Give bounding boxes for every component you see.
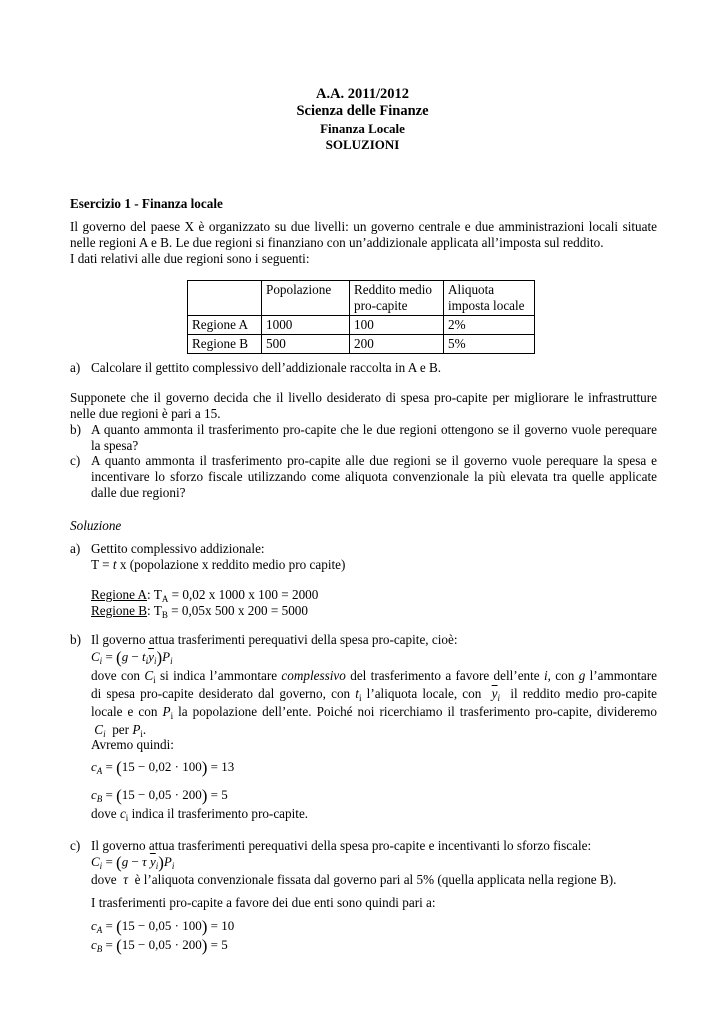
table-cell: 2% — [444, 316, 535, 335]
table-row — [188, 316, 535, 335]
question-a-text: Calcolare il gettito complessivo dell’addizionale raccolta in A e B. — [91, 360, 442, 375]
question-c-label: c) — [70, 453, 81, 468]
intro-line-1: Il governo del paese X è organizzato su due livelli: un governo centrale e due amministrazioni locali situate — [70, 219, 657, 234]
solution-c-intro: Il governo attua trasferimenti perequativi della spesa pro-capite e incentivanti lo sforzo fiscale: — [91, 838, 592, 853]
formula-cA-c: $c_A = (15 - 0,05 \cdot 100) = 10$ — [91, 917, 235, 936]
formula-cB-c: $c_B = (15 - 0,05 \cdot 200) = 5$ — [91, 936, 228, 955]
formula-transfer-equalizing: $C_i = (g - t_i\overline{y}_i)P_i$ — [91, 648, 173, 667]
table-header-cell: Reddito medio pro-capite — [350, 281, 444, 316]
premise — [70, 390, 657, 422]
table-cell: 200 — [350, 335, 444, 354]
solution-c-label: c) — [70, 838, 81, 853]
intro-line-2: nelle regioni A e B. Le due regioni si finanziano con un’addizionale applicata all’imposta sul reddito. — [70, 235, 604, 250]
solution-b-explanation: dove con $C_i$ si indica l’ammontare complessivo del trasferimento a favore dell’ente i, con g l’ammontare di spesa pro-capite desiderato dal governo, con $t_i$ l’aliquota locale, con $\overline{y}_i$ il reddito medio pro-capite locale e con $P_i$ la popolazione dell’ente. Poiché noi ricerchiamo il trasferimento pro-capite, divideremo $C_i$ per $P_i$. — [91, 668, 657, 739]
table-row — [188, 335, 535, 354]
topic-title: Finanza Locale — [320, 121, 405, 136]
formula-cB-b: $c_B = (15 - 0,05 \cdot 200) = 5$ — [91, 786, 228, 805]
table-cell: 500 — [262, 335, 350, 354]
solution-title: Soluzione — [70, 518, 122, 533]
region-a-label: Regione A — [91, 587, 148, 602]
formula-cA-b: $c_A = (15 - 0,02 \cdot 100) = 13$ — [91, 758, 235, 777]
formula-transfer-incentive: $C_i = (g - \tau$ $\overline{y}_i)P_i$ — [91, 853, 175, 872]
course-title: Scienza delle Finanze — [296, 103, 429, 119]
solution-c-transfers: I trasferimenti pro-capite a favore dei due enti sono quindi pari a: — [91, 895, 436, 910]
solutions-label: SOLUZIONI — [325, 137, 400, 152]
solution-a-body: Gettito complessivo addizionale: T = t x (popolazione x reddito medio pro capite) — [91, 541, 346, 572]
solution-b-avremo: Avremo quindi: — [91, 737, 174, 752]
premise-line-2: nelle due regioni è pari a 15. — [70, 406, 221, 421]
table-header-row — [188, 281, 535, 316]
exercise-title: Esercizio 1 - Finanza locale — [70, 196, 223, 211]
question-a-label: a) — [70, 360, 81, 375]
solution-a-regions: Regione A: $T_A = 0,02$ x 1000 x 100 = 2000 Regione B: $T_B = 0,05x$ 500 x 200 = 5000 — [91, 587, 319, 620]
table-header-cell: Aliquota imposta locale — [444, 281, 535, 316]
table-header-cell: Popolazione — [262, 281, 350, 316]
exercise-intro — [70, 219, 657, 267]
regions-table — [187, 280, 535, 354]
table-cell: 1000 — [262, 316, 350, 335]
table-cell: Regione A — [188, 316, 262, 335]
solution-b-intro: Il governo attua trasferimenti perequativi della spesa pro-capite, cioè: — [91, 632, 458, 647]
premise-line-1: Supponete che il governo decida che il livello desiderato di spesa pro-capite per migliorare le infrastrutture — [70, 390, 657, 405]
region-b-label: Regione B — [91, 603, 148, 618]
question-c-text: A quanto ammonta il trasferimento pro-capite alle due regioni se il governo vuole perequare la spesa e incentivare lo sforzo fiscale utilizzando come aliquota convenzionale la più elevata tra quelle applicate dalle due regioni? — [91, 453, 657, 500]
table-cell: Regione B — [188, 335, 262, 354]
intro-line-3: I dati relativi alle due regioni sono i seguenti: — [70, 251, 310, 266]
solution-c-dove-tau: dove τ è l’aliquota convenzionale fissata dal governo pari al 5% (quella applicata nella regione B). — [91, 872, 617, 887]
question-b-label: b) — [70, 422, 81, 437]
question-b-text: A quanto ammonta il trasferimento pro-capite che le due regioni ottengono se il governo vuole perequare la spesa? — [91, 422, 657, 453]
academic-year: A.A. 2011/2012 — [315, 86, 410, 102]
table-cell: 5% — [444, 335, 535, 354]
table-cell: 100 — [350, 316, 444, 335]
table-header-cell — [188, 281, 262, 316]
solution-b-label: b) — [70, 632, 81, 647]
solution-b-dove-ci: dove $c_i$ indica il trasferimento pro-capite. — [91, 806, 309, 823]
solution-a-label: a) — [70, 541, 81, 556]
